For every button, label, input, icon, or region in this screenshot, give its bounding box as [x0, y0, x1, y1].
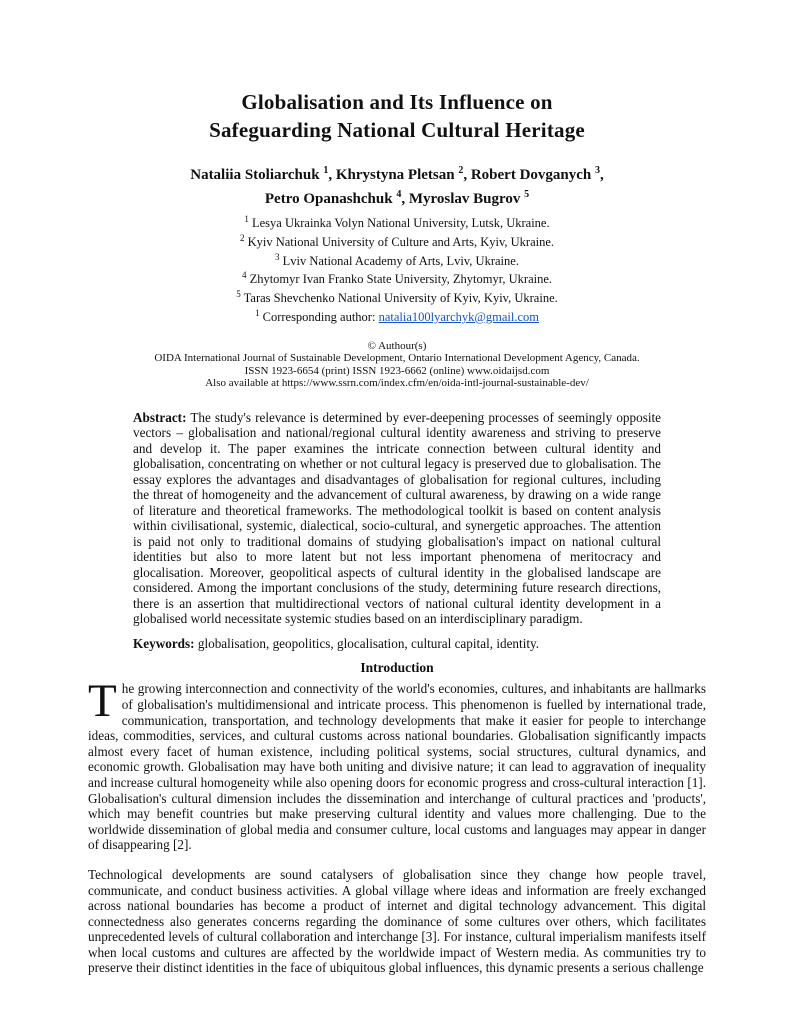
affiliation-text: Lviv National Academy of Arts, Lviv, Ukraine. — [282, 253, 519, 268]
copyright-block — [88, 340, 706, 390]
author-list — [88, 161, 706, 209]
author-name: Khrystyna Pletsan — [335, 167, 455, 183]
keywords-text: globalisation, geopolitics, glocalisation, cultural capital, identity. — [194, 635, 540, 651]
paper-title-line1: Globalisation and Its Influence on — [241, 90, 553, 114]
keywords-section — [133, 636, 661, 652]
corresponding-author-line — [88, 306, 706, 325]
affiliation-list — [88, 212, 706, 325]
author-affil-marker: 4 — [396, 189, 402, 200]
author-name: Petro Opanashchuk — [264, 191, 393, 207]
affiliation-marker: 3 — [275, 251, 280, 262]
copyright-authors-line: © Authour(s) — [367, 339, 427, 352]
author-affil-marker: 2 — [458, 165, 464, 176]
author-line-2 — [88, 185, 706, 209]
affiliation-marker: 2 — [239, 232, 245, 243]
author-affil-marker: 3 — [595, 165, 600, 176]
affiliation-text: Taras Shevchenko National University of Kyiv, Kyiv, Ukraine. — [243, 291, 558, 306]
affiliation-1 — [88, 212, 706, 231]
journal-name-line: OIDA International Journal of Sustainable Development, Ontario International Development Agency, Canada. — [154, 352, 640, 365]
affiliation-5 — [88, 287, 706, 306]
abstract-label: Abstract: — [133, 409, 187, 425]
affiliation-marker: 1 — [254, 307, 260, 318]
author-separator: , — [600, 167, 604, 183]
keywords-label: Keywords: — [133, 635, 195, 651]
paper-title-line2: Safeguarding National Cultural Heritage — [209, 118, 585, 142]
affiliation-text: Lesya Ukrainka Volyn National University, Lutsk, Ukraine. — [251, 216, 550, 231]
affiliation-text: Zhytomyr Ivan Franko State University, Zhytomyr, Ukraine. — [249, 272, 553, 287]
author-affil-marker: 1 — [323, 165, 329, 176]
author-separator: , — [328, 167, 336, 183]
author-name: Robert Dovganych — [470, 167, 592, 183]
author-separator: , — [463, 167, 471, 183]
affiliation-text: Kyiv National University of Culture and Arts, Kyiv, Ukraine. — [247, 234, 555, 249]
abstract-section — [133, 410, 661, 627]
introduction-paragraph-1 — [88, 675, 706, 853]
affiliation-4 — [88, 268, 706, 287]
availability-line: Also available at https://www.ssrn.com/index.cfm/en/oida-intl-journal-sustainable-dev/ — [205, 377, 589, 390]
issn-line: ISSN 1923-6654 (print) ISSN 1923-6662 (online) www.oidaijsd.com — [244, 364, 550, 377]
affiliation-2 — [88, 231, 706, 250]
author-affil-marker: 5 — [524, 189, 530, 200]
author-separator: , — [401, 191, 409, 207]
affiliation-marker: 4 — [241, 270, 247, 281]
abstract-text: The study's relevance is determined by ever-deepening processes of seemingly opposite vectors – globalisation and national/regional cultural identity awareness and striving to preserve and develop it. The paper examines the intricate connection between cultural identity and globalisation, concentrating on whether or not cultural legacy is preserved due to globalisation. The essay explores the advantages and disadvantages of globalisation for regional cultures, including the threat of homogeneity and the advancement of cultural awareness, by drawing on a wide range of literature and theoretical frameworks. The methodological toolkit is based on content analysis within civilisational, systemic, dialectical, socio-cultural, and synergetic approaches. The attention is paid not only to traditional domains of studying globalisation's impact on national cultural identities but also to more latent but not less important phenomena of meritocracy and glocalisation. Moreover, geopolitical aspects of cultural identity in the globalised landscape are considered. Among the important conclusions of the study, determining future research directions, there is an assertion that multidirectional vectors of national cultural identity development in a globalised world necessitate systemic studies based on an interdisciplinary paradigm. — [133, 409, 662, 627]
introduction-paragraph-2: Technological developments are sound catalysers of globalisation since they change how people travel, communicate, and conduct business activities. A global village where ideas and information are freely exchanged across national boundaries has become a product of internet and digital technology advancement. This digital connectedness also generates concerns regarding the dominance of some cultures over others, which facilitates unprecedented levels of cultural collaboration and interchange [3]. For instance, cultural imperialism manifests itself when local customs and cultures are affected by the worldwide impact of Western media. As communities try to preserve their distinct identities in the face of ubiquitous global influences, this dynamic presents a serious challenge — [88, 866, 706, 976]
corresponding-author-email-link[interactable]: natalia100lyarchyk@gmail.com — [378, 309, 539, 324]
affiliation-marker: 1 — [244, 214, 249, 224]
affiliation-3 — [88, 250, 706, 269]
corresponding-author-label: Corresponding author: — [262, 309, 379, 324]
affiliation-marker: 5 — [236, 289, 241, 299]
author-name: Myroslav Bugrov — [408, 191, 521, 207]
paper-title — [88, 88, 706, 144]
introduction-heading: Introduction — [360, 660, 434, 676]
drop-cap: T — [88, 675, 117, 728]
paragraph-text: he growing interconnection and connectivity of the world's economies, cultures, and inhabitants are hallmarks of globalisation's multidimensional and intricate process. This phenomenon is fuelled by international trade, communication, transportation, and technology developments that make it easier for people to interchange ideas, commodities, services, and cultural customs across national boundaries. Globalisation significantly impacts almost every facet of human existence, including political systems, social structures, cultural dynamics, and economic growth. Globalisation may have both uniting and divisive nature; it can lead to aggravation of inequality and increase cultural homogeneity while also opening doors for economic progress and cross-cultural interaction [1]. Globalisation's cultural dimension includes the dissemination and interchange of cultural practices and 'products', which may benefit countries but make preserving cultural identity and values more challenging. Due to the worldwide dissemination of global media and consumer culture, local customs and languages may appear in danger of disappearing [2]. — [88, 681, 706, 853]
author-name: Nataliia Stoliarchuk — [190, 167, 320, 183]
author-line-1 — [88, 161, 706, 185]
